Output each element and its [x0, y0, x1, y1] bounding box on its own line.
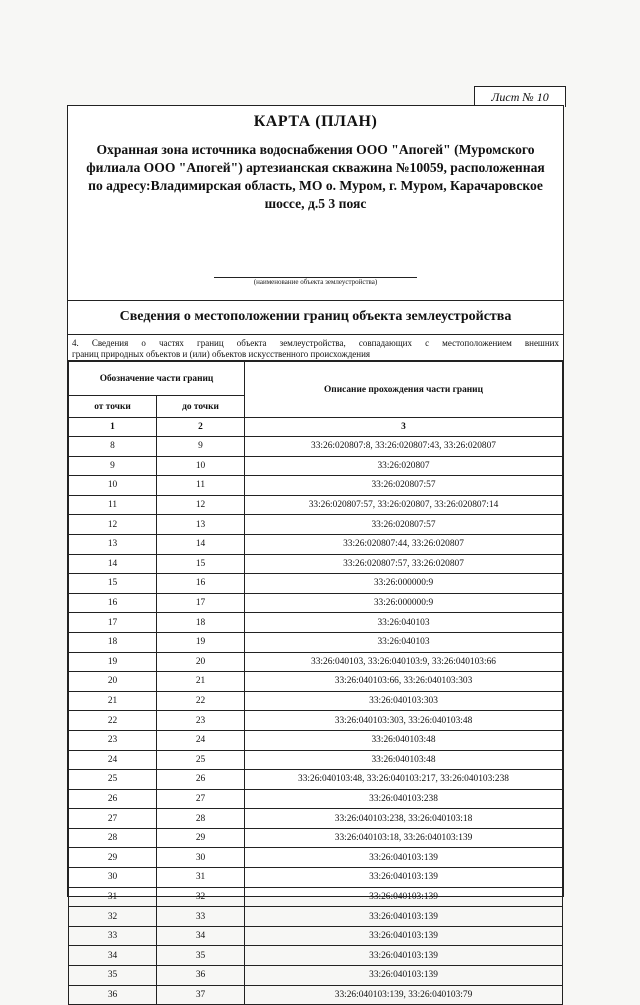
description-cell: 33:26:040103:238	[245, 789, 563, 809]
table-row	[69, 574, 563, 594]
description-cell: 33:26:040103:139, 33:26:040103:79	[245, 985, 563, 1005]
table-row	[69, 593, 563, 613]
table-row	[69, 534, 563, 554]
from-point-cell: 22	[69, 711, 157, 731]
index-cell: 2	[157, 418, 245, 437]
description-cell: 33:26:040103:139	[245, 848, 563, 868]
table-row	[69, 868, 563, 888]
description-cell: 33:26:040103:139	[245, 946, 563, 966]
table-row	[69, 966, 563, 986]
to-point-cell: 18	[157, 613, 245, 633]
table-row	[69, 672, 563, 692]
to-point-cell: 29	[157, 828, 245, 848]
table-row	[69, 750, 563, 770]
description-cell: 33:26:000000:9	[245, 574, 563, 594]
description-cell: 33:26:040103	[245, 632, 563, 652]
table-body	[69, 418, 563, 1005]
table-row	[69, 437, 563, 457]
table-row	[69, 770, 563, 790]
to-point-cell: 27	[157, 789, 245, 809]
from-point-cell: 12	[69, 515, 157, 535]
description-cell: 33:26:020807:57, 33:26:020807, 33:26:020807:14	[245, 495, 563, 515]
description-cell: 33:26:040103:303	[245, 691, 563, 711]
table-row	[69, 887, 563, 907]
to-point-cell: 35	[157, 946, 245, 966]
to-point-cell: 10	[157, 456, 245, 476]
table-row	[69, 691, 563, 711]
sheet-number: Лист № 10	[474, 86, 566, 107]
table-row	[69, 848, 563, 868]
from-point-cell: 34	[69, 946, 157, 966]
to-point-cell: 31	[157, 868, 245, 888]
intro-line-1: 4. Сведения о частях границ объекта землеустройства, совпадающих с местоположением внешних	[72, 338, 559, 348]
to-point-cell: 33	[157, 907, 245, 927]
from-point-cell: 26	[69, 789, 157, 809]
table-row	[69, 809, 563, 829]
table-row	[69, 926, 563, 946]
document-frame	[67, 105, 564, 1000]
index-row	[69, 418, 563, 437]
to-point-cell: 36	[157, 966, 245, 986]
from-point-cell: 29	[69, 848, 157, 868]
description-cell: 33:26:040103:303, 33:26:040103:48	[245, 711, 563, 731]
description-cell: 33:26:040103:18, 33:26:040103:139	[245, 828, 563, 848]
to-point-cell: 13	[157, 515, 245, 535]
description-cell: 33:26:040103:139	[245, 907, 563, 927]
description-cell: 33:26:040103:48, 33:26:040103:217, 33:26:040103:238	[245, 770, 563, 790]
section-title: Сведения о местоположении границ объекта землеустройства	[68, 301, 563, 335]
description-cell: 33:26:020807	[245, 456, 563, 476]
description-cell: 33:26:020807:57	[245, 515, 563, 535]
index-cell: 1	[69, 418, 157, 437]
section-intro	[68, 335, 563, 361]
table-row	[69, 632, 563, 652]
from-point-cell: 33	[69, 926, 157, 946]
table-row	[69, 985, 563, 1005]
from-point-cell: 19	[69, 652, 157, 672]
table-row	[69, 789, 563, 809]
to-point-cell: 21	[157, 672, 245, 692]
to-point-cell: 28	[157, 809, 245, 829]
from-point-cell: 9	[69, 456, 157, 476]
to-point-cell: 20	[157, 652, 245, 672]
description-cell: 33:26:040103:139	[245, 868, 563, 888]
description-cell: 33:26:020807:57, 33:26:020807	[245, 554, 563, 574]
from-point-cell: 10	[69, 476, 157, 496]
table-row	[69, 907, 563, 927]
from-point-cell: 35	[69, 966, 157, 986]
from-point-cell: 18	[69, 632, 157, 652]
header-description: Описание прохождения части границ	[245, 362, 563, 418]
to-point-cell: 16	[157, 574, 245, 594]
to-point-cell: 9	[157, 437, 245, 457]
from-point-cell: 27	[69, 809, 157, 829]
to-point-cell: 15	[157, 554, 245, 574]
description-cell: 33:26:040103:48	[245, 730, 563, 750]
description-cell: 33:26:040103:139	[245, 966, 563, 986]
to-point-cell: 26	[157, 770, 245, 790]
description-cell: 33:26:040103:66, 33:26:040103:303	[245, 672, 563, 692]
header-from-point: от точки	[69, 396, 157, 418]
from-point-cell: 30	[69, 868, 157, 888]
intro-line-2: границ природных объектов и (или) объектов искусственного происхождения	[72, 349, 371, 359]
table-row	[69, 554, 563, 574]
description-cell: 33:26:040103, 33:26:040103:9, 33:26:040103:66	[245, 652, 563, 672]
object-caption-text: (наименование объекта землеустройства)	[214, 277, 417, 286]
from-point-cell: 11	[69, 495, 157, 515]
description-cell: 33:26:020807:44, 33:26:020807	[245, 534, 563, 554]
object-name-caption	[68, 278, 563, 286]
description-cell: 33:26:040103:48	[245, 750, 563, 770]
to-point-cell: 32	[157, 887, 245, 907]
table-row	[69, 946, 563, 966]
from-point-cell: 16	[69, 593, 157, 613]
description-cell: 33:26:040103	[245, 613, 563, 633]
table-row	[69, 613, 563, 633]
description-cell: 33:26:020807:8, 33:26:020807:43, 33:26:020807	[245, 437, 563, 457]
from-point-cell: 20	[69, 672, 157, 692]
from-point-cell: 25	[69, 770, 157, 790]
to-point-cell: 17	[157, 593, 245, 613]
table-row	[69, 456, 563, 476]
from-point-cell: 8	[69, 437, 157, 457]
boundary-parts-table	[68, 361, 563, 1005]
table-row	[69, 515, 563, 535]
to-point-cell: 23	[157, 711, 245, 731]
to-point-cell: 30	[157, 848, 245, 868]
from-point-cell: 17	[69, 613, 157, 633]
from-point-cell: 28	[69, 828, 157, 848]
description-cell: 33:26:040103:139	[245, 926, 563, 946]
table-row	[69, 495, 563, 515]
from-point-cell: 21	[69, 691, 157, 711]
to-point-cell: 12	[157, 495, 245, 515]
description-cell: 33:26:000000:9	[245, 593, 563, 613]
to-point-cell: 14	[157, 534, 245, 554]
to-point-cell: 24	[157, 730, 245, 750]
header-to-point: до точки	[157, 396, 245, 418]
document-header	[68, 106, 563, 301]
index-cell: 3	[245, 418, 563, 437]
to-point-cell: 25	[157, 750, 245, 770]
to-point-cell: 37	[157, 985, 245, 1005]
to-point-cell: 34	[157, 926, 245, 946]
description-cell: 33:26:040103:238, 33:26:040103:18	[245, 809, 563, 829]
from-point-cell: 32	[69, 907, 157, 927]
to-point-cell: 19	[157, 632, 245, 652]
description-cell: 33:26:020807:57	[245, 476, 563, 496]
object-name: Охранная зона источника водоснабжения ООО "Апогей" (Муромского филиала ООО "Апогей") артезианская скважина №10059, расположенная по адресу:Владимирская область, МО о. Муром, г. Муром, Карачаровское шоссе, д.5 3 пояс	[86, 142, 545, 211]
from-point-cell: 14	[69, 554, 157, 574]
from-point-cell: 23	[69, 730, 157, 750]
header-group: Обозначение части границ	[69, 362, 245, 396]
document-title: КАРТА (ПЛАН)	[253, 113, 378, 130]
from-point-cell: 31	[69, 887, 157, 907]
from-point-cell: 15	[69, 574, 157, 594]
table-row	[69, 730, 563, 750]
table-row	[69, 652, 563, 672]
from-point-cell: 24	[69, 750, 157, 770]
table-row	[69, 828, 563, 848]
from-point-cell: 13	[69, 534, 157, 554]
from-point-cell: 36	[69, 985, 157, 1005]
to-point-cell: 11	[157, 476, 245, 496]
table-row	[69, 711, 563, 731]
description-cell: 33:26:040103:139	[245, 887, 563, 907]
table-row	[69, 476, 563, 496]
to-point-cell: 22	[157, 691, 245, 711]
